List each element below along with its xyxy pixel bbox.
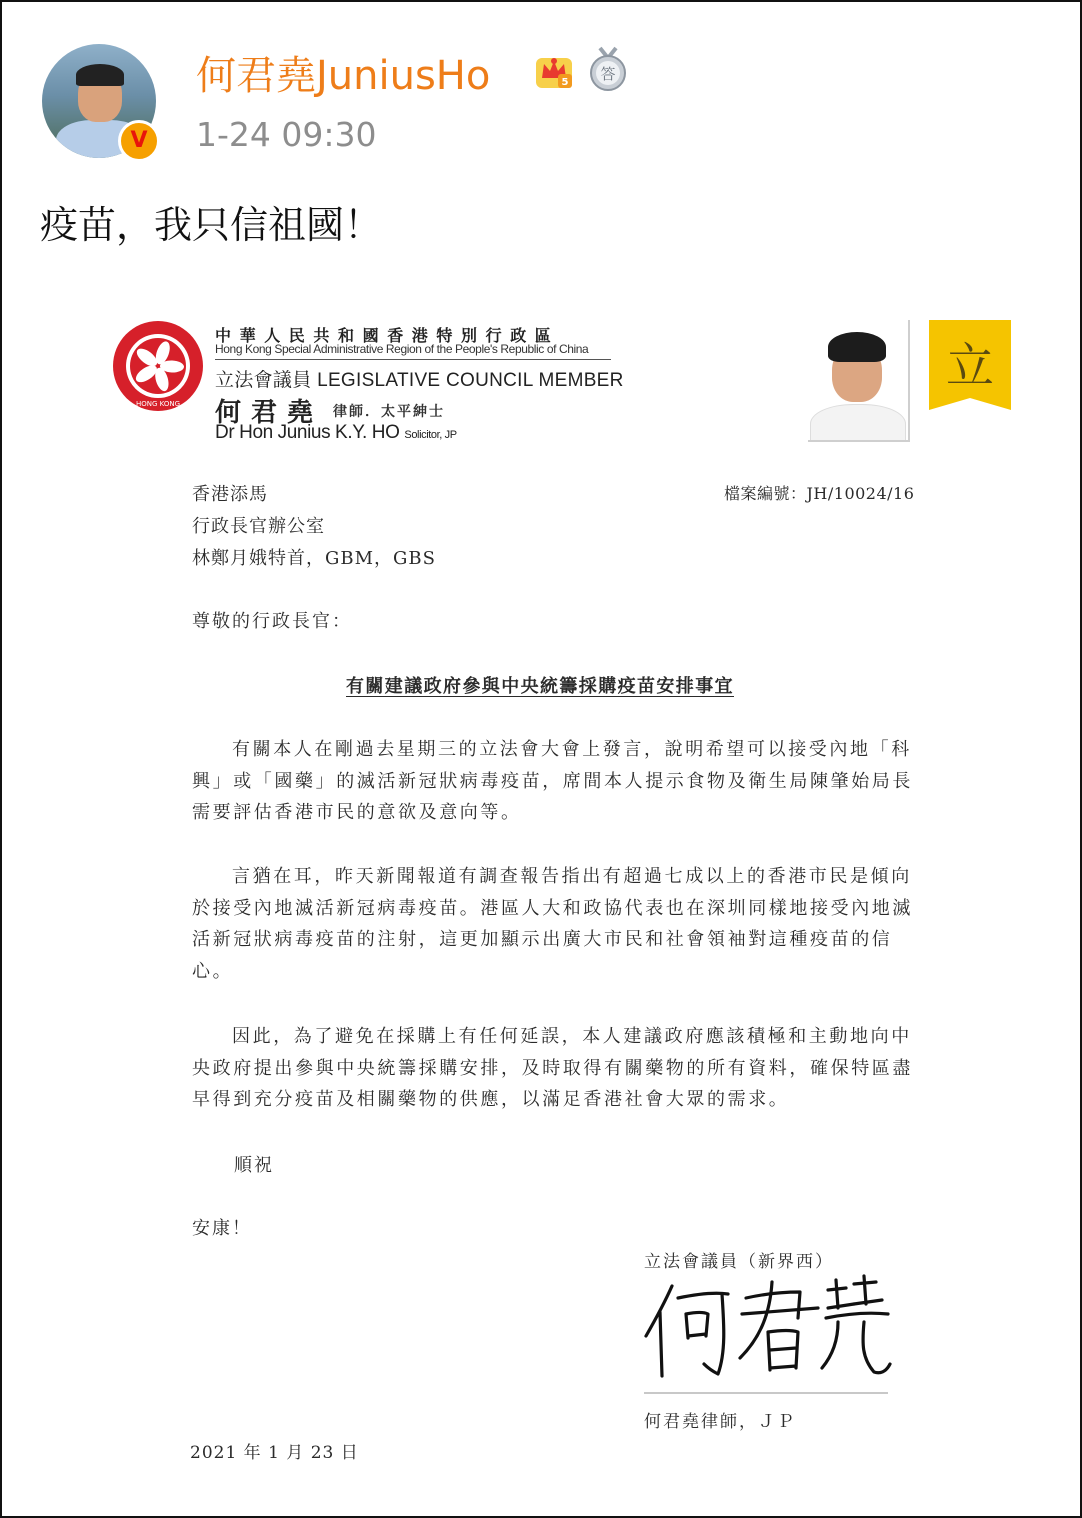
recipient-line-1: 香港添馬 xyxy=(192,484,268,505)
letterhead-name-en xyxy=(215,422,457,444)
username[interactable]: 何君堯JuniusHo xyxy=(196,53,491,99)
verified-icon: V xyxy=(118,120,160,162)
letterhead-member-title: 立法會議員 LEGISLATIVE COUNCIL MEMBER xyxy=(215,370,624,391)
emblem-text: HONG KONG xyxy=(135,400,181,408)
member-photo xyxy=(808,320,910,442)
crown-icon[interactable] xyxy=(532,48,576,92)
paragraph-1: 有關本人在剛過去星期三的立法會大會上發言，說明希望可以接受內地「科 興」或「國藥」的滅活新冠狀病毒疫苗，席間本人提示食物及衛生局陳肇始局長 需要評估香港市民的意欲及意向等。 xyxy=(192,739,913,823)
medal-icon[interactable] xyxy=(588,46,628,92)
letterhead-divider xyxy=(215,359,611,360)
post-timestamp: 1-24 09:30 xyxy=(196,115,377,154)
file-reference: 檔案編號：JH/10024/16 xyxy=(724,484,915,503)
signer-role: 立法會議員（新界西） xyxy=(644,1252,834,1272)
letterhead-org-en: Hong Kong Special Administrative Region of the People's Republic of China xyxy=(215,342,589,356)
letterhead-title-cn: 律師．太平紳士 xyxy=(333,404,445,420)
svg-text:答: 答 xyxy=(600,65,616,83)
letter-subject: 有關建議政府參與中央統籌採購疫苗安排事宜 xyxy=(346,676,734,697)
handwritten-signature xyxy=(642,1274,892,1384)
signature-line xyxy=(644,1392,888,1394)
legco-logo-icon xyxy=(929,320,1011,410)
letter-date: 2021 年 1 月 23 日 xyxy=(190,1443,359,1463)
closing-line-2: 安康！ xyxy=(192,1218,252,1239)
signer-name: 何君堯律師，ＪＰ xyxy=(644,1412,796,1432)
salutation: 尊敬的行政長官： xyxy=(192,611,352,632)
letterhead-title-en: Solicitor, JP xyxy=(404,429,457,441)
svg-text:5: 5 xyxy=(561,77,569,88)
recipient-line-3: 林鄭月娥特首，GBM，GBS xyxy=(192,548,436,569)
letterhead-name-en-text: Dr Hon Junius K.Y. HO xyxy=(215,422,400,443)
paragraph-2: 言猶在耳，昨天新聞報道有調查報告指出有超過七成以上的香港市民是傾向 於接受內地滅活新冠病毒疫苗。港區人大和政協代表也在深圳同樣地接受內地滅 活新冠狀病毒疫苗的注射，這更加顯示出廣大市民和社會領袖對這種疫苗的信 心。 xyxy=(192,866,913,982)
letterhead-name-cn: 何君堯 xyxy=(215,398,324,428)
closing-line-1: 順祝 xyxy=(234,1155,274,1176)
legco-logo-char: 立 xyxy=(945,338,995,394)
recipient-line-2: 行政長官辦公室 xyxy=(192,516,325,537)
post-text: 疫苗，我只信祖國！ xyxy=(40,203,383,247)
paragraph-3: 因此，為了避免在採購上有任何延誤，本人建議政府應該積極和主動地向中 央政府提出參與中央統籌採購安排，及時取得有關藥物的所有資料，確保特區盡 早得到充分疫苗及相關藥物的供應，以滿足香港社會大眾的需求。 xyxy=(192,1026,913,1110)
hksar-emblem-icon xyxy=(112,320,204,412)
letterhead-org-cn: 中華人民共和國香港特別行政區 xyxy=(215,326,560,345)
